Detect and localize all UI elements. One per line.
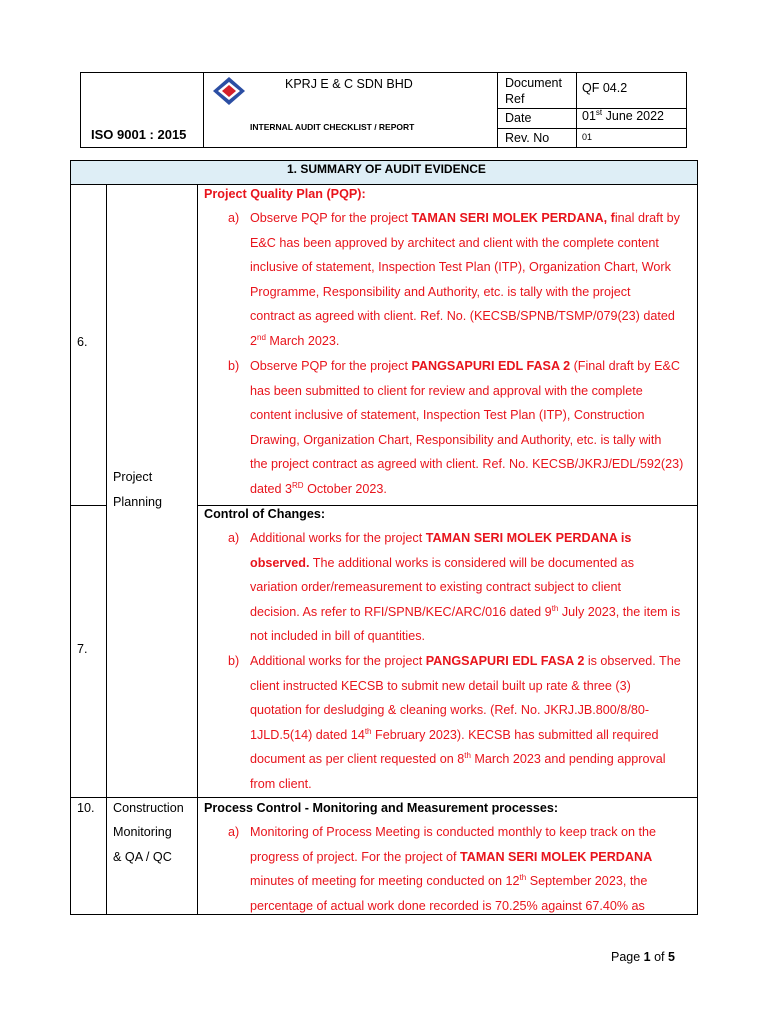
page-number: Page 1 of 5 <box>611 950 675 964</box>
header-divider <box>576 72 577 148</box>
table-rule <box>197 184 198 915</box>
section-heading: Control of Changes: <box>204 507 326 521</box>
category-label: Monitoring <box>113 825 172 839</box>
section-heading: Project Quality Plan (PQP): <box>204 187 366 201</box>
doc-ref-label: Ref <box>505 92 525 106</box>
doc-ref-label: Document <box>505 76 562 90</box>
category-label: & QA / QC <box>113 850 172 864</box>
table-rule <box>106 184 107 915</box>
category-label: Project <box>113 470 153 484</box>
row-number: 7. <box>77 642 88 656</box>
item-label: b) <box>228 654 240 668</box>
document-title: INTERNAL AUDIT CHECKLIST / REPORT <box>250 122 415 132</box>
pqp-item-b: Observe PQP for the project PANGSAPURI EDL FASA 2 (Final draft by E&C has been submitted to client for review and approval with the complete content inclusive of statement, Inspection Test Plan (ITP), Construction Drawing, Organization Chart, Responsibility and Authority, etc. is tally with the project contract as agreed with client. Ref. No. KECSB/JKRJ/EDL/592(23) dated 3RD October 2023. <box>250 359 684 496</box>
header-divider <box>497 128 687 129</box>
doc-ref-value: QF 04.2 <box>582 81 628 95</box>
process-item-a: Monitoring of Process Meeting is conducted monthly to keep track on the progress of project. For the project of TAMAN SERI MOLEK PERDANA minutes of meeting for meeting conducted on 12th September 2023, the percentage of actual work done recorded is 70.25% against 67.40% as <box>250 825 657 913</box>
header-divider <box>497 72 498 148</box>
table-rule <box>70 505 106 506</box>
iso-label: ISO 9001 : 2015 <box>91 127 187 142</box>
section-title: 1. SUMMARY OF AUDIT EVIDENCE <box>287 162 486 176</box>
category-label: Planning <box>113 495 163 509</box>
header-divider <box>203 72 204 148</box>
company-name: KPRJ E & C SDN BHD <box>285 77 413 91</box>
changes-item-b: Additional works for the project PANGSAPURI EDL FASA 2 is observed. The client instructed KECSB to submit new detail built up rate & three (3) quotation for desludging & cleaning works. (Ref. No. JKRJ.JB.800/8/80- 1JLD.5(14) dated 14th February 2023). KECSB has submitted all required document as per client requested on 8th March 2023 and pending approval from client. <box>250 654 681 791</box>
date-value: 01st June 2022 <box>582 107 664 123</box>
pqp-item-a: Observe PQP for the project TAMAN SERI MOLEK PERDANA, final draft by E&C has been approved by architect and client with the complete content inclusive of statement, Inspection Test Plan (ITP), Organization Chart, Work Programme, Responsibility and Authority, etc. is tally with the project contract as agreed with client. Ref. No. (KECSB/SPNB/TSMP/079(23) dated 2nd March 2023. <box>250 211 680 348</box>
table-rule <box>70 184 698 185</box>
row-number: 10. <box>77 801 95 815</box>
company-logo <box>212 76 246 106</box>
date-label: Date <box>505 111 532 125</box>
rev-value: 01 <box>582 132 593 142</box>
item-label: a) <box>228 825 240 839</box>
row-number: 6. <box>77 335 88 349</box>
item-label: a) <box>228 211 240 225</box>
item-label: a) <box>228 531 240 545</box>
section-heading: Process Control - Monitoring and Measurement processes: <box>204 801 559 815</box>
rev-label: Rev. No <box>505 131 550 145</box>
category-label: Construction <box>113 801 184 815</box>
changes-item-a: Additional works for the project TAMAN SERI MOLEK PERDANA is observed. The additional works is considered will be documented as variation order/remeasurement to existing contract subject to client decision. As refer to RFI/SPNB/KEC/ARC/016 dated 9th July 2023, the item is not included in bill of quantities. <box>250 531 681 644</box>
item-label: b) <box>228 359 240 373</box>
